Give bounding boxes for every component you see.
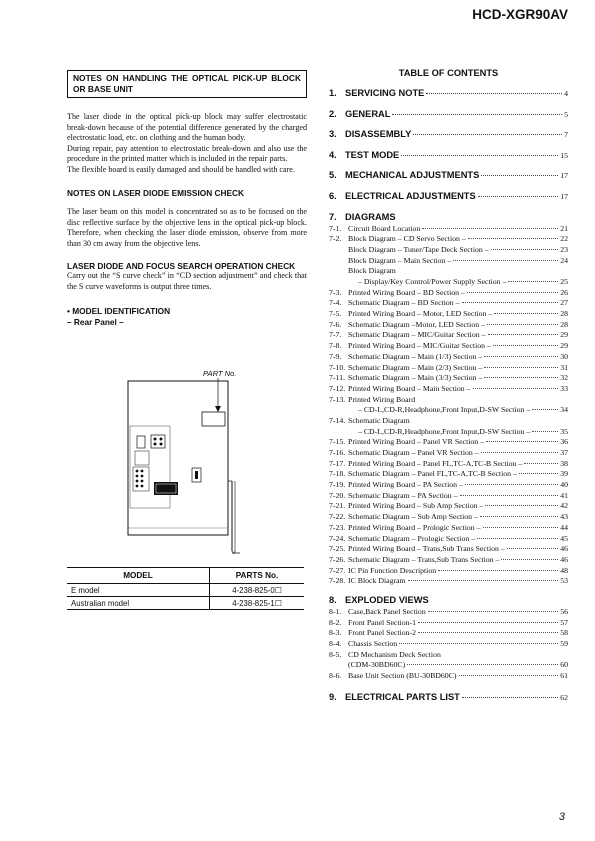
- toc-subsection-number: 7-3.: [329, 287, 342, 297]
- leader-dots: [462, 302, 559, 303]
- note-optical-pickup-paragraph-2: During repair, pay attention to electrostatic break-down and also use the procedure in the printed matter which is included in the repair parts.: [67, 143, 307, 164]
- toc-page-number: 28: [560, 319, 568, 329]
- toc-section-number: 9.: [329, 691, 337, 702]
- rear-panel-outline: [128, 381, 228, 535]
- toc-section-number: 3.: [329, 129, 337, 140]
- toc-subsection-number: 7-25.: [329, 544, 346, 554]
- toc-subsection-entry[interactable]: [329, 256, 568, 267]
- toc-subsection-entry[interactable]: [329, 491, 568, 502]
- leader-dots: [453, 260, 558, 261]
- toc-subsection-label: Front Panel Section-1: [348, 617, 416, 627]
- toc-subsection-number: 7-28.: [329, 576, 346, 586]
- toc-subsection-label: Schematic Diagram: [348, 415, 410, 425]
- toc-page-number: 22: [560, 234, 568, 244]
- toc-page-number: 43: [560, 512, 568, 522]
- toc-subsection-number: 7-13.: [329, 394, 346, 404]
- leader-dots: [422, 228, 558, 229]
- left-column: [67, 70, 307, 328]
- toc-subsection-label: – Display/Key Control/Power Supply Section –: [358, 277, 507, 286]
- toc-subsection-label: Printed Wiring Board – Prologic Section –: [348, 522, 481, 532]
- toc-subsection-number: 7-12.: [329, 383, 346, 393]
- toc-section-entry[interactable]: [329, 191, 568, 212]
- toc-page-number: 27: [560, 298, 568, 308]
- model-cell: Australian model: [67, 597, 210, 610]
- leader-dots: [407, 664, 558, 665]
- toc-section-label: ELECTRICAL ADJUSTMENTS: [345, 190, 476, 201]
- leader-dots: [428, 611, 558, 612]
- toc-subsection-entry[interactable]: [329, 469, 568, 480]
- toc-subsection-label: Printed Wiring Board – Trans,Sub Trans Section –: [348, 544, 505, 554]
- note-optical-pickup-title: NOTES ON HANDLING THE OPTICAL PICK-UP BLOCK OR BASE UNIT: [67, 70, 307, 98]
- toc-page-number: 59: [560, 639, 568, 648]
- toc-subsection-label: Printed Wiring Board – MIC/Guitar Section –: [348, 341, 491, 351]
- toc-subsection-label: Schematic Diagram – Prologic Section –: [348, 533, 476, 543]
- toc-section-entry[interactable]: [329, 150, 568, 171]
- toc-subsection-entry[interactable]: [329, 671, 568, 682]
- table-of-contents: [329, 68, 568, 712]
- toc-subsection-entry[interactable]: [329, 224, 568, 235]
- toc-page-number: 62: [560, 692, 568, 702]
- toc-subsection-label: Base Unit Section (BU-30BD60C): [348, 671, 457, 681]
- toc-subsection-entry[interactable]: [329, 523, 568, 534]
- toc-section-label: DIAGRAMS: [345, 211, 396, 222]
- toc-subsection-number: 8-2.: [329, 617, 342, 627]
- table-header-row: [67, 568, 304, 584]
- toc-section-number: 5.: [329, 170, 337, 181]
- toc-subsection-label: Printed Wiring Board – PA Section –: [348, 480, 463, 490]
- toc-subsection-label: Schematic Diagram – Main (3/3) Section –: [348, 373, 483, 383]
- toc-page-number: 30: [560, 351, 568, 361]
- toc-subsection-number: 7-18.: [329, 469, 346, 479]
- toc-subsection-label: Printed Wiring Board – Main Section –: [348, 383, 471, 393]
- toc-page-number: 36: [560, 437, 568, 447]
- toc-subsection-number: 7-23.: [329, 522, 346, 532]
- leader-dots: [408, 580, 559, 581]
- leader-dots: [401, 155, 558, 156]
- toc-subsection-number: 7-17.: [329, 458, 346, 468]
- leader-dots: [438, 570, 558, 571]
- toc-page-number: 21: [560, 223, 568, 233]
- leader-dots: [418, 632, 558, 633]
- leader-dots: [491, 249, 559, 250]
- toc-subsection-number: 7-8.: [329, 341, 342, 351]
- toc-page-number: 53: [560, 576, 568, 586]
- toc-subsection-entry[interactable]: [329, 352, 568, 363]
- toc-section-number: 7.: [329, 211, 337, 222]
- toc-subsection-entry[interactable]: [329, 288, 568, 299]
- toc-section-diagrams[interactable]: [329, 212, 568, 224]
- toc-subsection-entry[interactable]: [329, 405, 568, 416]
- note-laser-emission-paragraph: The laser beam on this model is concentrated so as to be focused on the disc reflective surface by the objective lens in the optical pick-up block. Therefore, when checking the laser diode emission, observe from more than 30 cm away from the objective lens.: [67, 207, 307, 248]
- toc-subsection-entry[interactable]: [329, 437, 568, 448]
- toc-subsection-number: 8-1.: [329, 606, 342, 616]
- toc-subsection-entry[interactable]: [329, 395, 568, 406]
- toc-subsection-label: Schematic Diagram –Motor, LED Section –: [348, 319, 485, 329]
- toc-subsection-number: 7-19.: [329, 480, 346, 490]
- leader-dots: [399, 643, 558, 644]
- toc-section-entry[interactable]: [329, 88, 568, 109]
- toc-page-number: 5: [564, 109, 568, 119]
- toc-page-number: 33: [560, 383, 568, 393]
- toc-subsection-label: Circuit Board Location: [348, 223, 421, 233]
- toc-subsection-number: 7-21.: [329, 501, 346, 511]
- toc-subsection-label: Schematic Diagram – Main (2/3) Section –: [348, 362, 483, 372]
- toc-subsection-entry[interactable]: [329, 363, 568, 374]
- toc-subsection-number: 7-24.: [329, 533, 346, 543]
- leader-dots: [478, 196, 559, 197]
- toc-subsection-label: Schematic Diagram – Panel VR Section –: [348, 448, 479, 457]
- toc-subsection-number: 8-6.: [329, 671, 342, 681]
- leader-dots: [468, 238, 558, 239]
- toc-section-label: ELECTRICAL PARTS LIST: [345, 691, 460, 702]
- toc-subsection-label: Printed Wiring Board – Panel FL,TC-A,TC-B Section –: [348, 458, 523, 468]
- page-number: 3: [558, 811, 565, 823]
- leader-dots: [473, 388, 559, 389]
- toc-subsection-label: Schematic Diagram – Trans,Sub Trans Section –: [348, 554, 500, 564]
- toc-section-number: 6.: [329, 190, 337, 201]
- toc-page-number: 29: [560, 330, 568, 340]
- leader-dots: [486, 441, 558, 442]
- parts-number-column-header: PARTS No.: [210, 568, 305, 584]
- leader-dots: [467, 292, 558, 293]
- leader-dots: [532, 431, 558, 432]
- toc-subsection-entry[interactable]: [329, 320, 568, 331]
- toc-section-electrical-parts-list[interactable]: [329, 692, 568, 713]
- toc-subsection-entry[interactable]: [329, 448, 568, 459]
- leader-dots: [465, 484, 558, 485]
- toc-subsection-entry[interactable]: [329, 330, 568, 341]
- toc-section-label: EXPLODED VIEWS: [345, 594, 429, 605]
- toc-subsection-number: 7-4.: [329, 298, 342, 308]
- toc-subsection-label: Block Diagram: [348, 266, 396, 276]
- toc-subsection-label: Schematic Diagram – BD Section –: [348, 298, 460, 308]
- leader-dots: [488, 334, 559, 335]
- toc-subsection-number: 7-27.: [329, 565, 346, 575]
- toc-page-number: 56: [560, 606, 568, 616]
- note-laser-emission-title: NOTES ON LASER DIODE EMISSION CHECK: [67, 187, 245, 198]
- toc-page-number: 29: [560, 341, 568, 351]
- leader-dots: [519, 473, 558, 474]
- leader-dots: [532, 409, 558, 410]
- toc-subsection-number: 7-10.: [329, 362, 346, 372]
- toc-section-entry[interactable]: [329, 109, 568, 130]
- toc-subsection-entry[interactable]: [329, 512, 568, 523]
- toc-page-number: 42: [560, 501, 568, 511]
- toc-subsection-label: IC Block Diagram: [348, 576, 406, 586]
- parts-number-cell: 4-238-825-1☐: [210, 597, 305, 610]
- note-optical-pickup-paragraph-3: The flexible board is easily damaged and should be handled with care.: [67, 164, 295, 174]
- toc-subsection-entry[interactable]: [329, 618, 568, 629]
- toc-subsection-entry[interactable]: [329, 628, 568, 639]
- toc-subsection-label: – CD-L,CD-R,Headphone,Front Input,D-SW Section –: [358, 405, 531, 415]
- model-number-header: HCD-XGR90AV: [472, 7, 568, 22]
- toc-section-label: SERVICING NOTE: [345, 88, 425, 98]
- leader-dots: [477, 538, 558, 539]
- part-number-label-area: [202, 412, 225, 426]
- rear-panel-subtitle: – Rear Panel –: [67, 316, 124, 327]
- leader-dots: [484, 377, 558, 378]
- model-parts-table: [67, 567, 304, 610]
- leader-dots: [483, 527, 559, 528]
- model-column-header: MODEL: [67, 568, 210, 584]
- toc-page-number: 37: [560, 448, 568, 457]
- toc-subsection-number: 8-5.: [329, 649, 342, 659]
- toc-subsection-label: Front Panel Section-2: [348, 628, 416, 638]
- leader-dots: [392, 114, 562, 115]
- toc-subsection-label: Block Diagram – Main Section –: [348, 255, 452, 265]
- toc-subsection-entry[interactable]: [329, 607, 568, 618]
- toc-subsection-number: 7-16.: [329, 448, 346, 457]
- toc-subsection-label: Case,Back Panel Section: [348, 606, 426, 616]
- toc-page-number: 45: [560, 533, 568, 543]
- toc-subsection-label: CD Mechanism Deck Section: [348, 649, 441, 659]
- toc-page-number: 28: [560, 309, 568, 319]
- leader-dots: [480, 516, 558, 517]
- toc-section-label: MECHANICAL ADJUSTMENTS: [345, 170, 480, 181]
- toc-subsection-entry[interactable]: [329, 309, 568, 320]
- toc-subsection-label: Block Diagram – CD Servo Section –: [348, 234, 466, 244]
- toc-subsection-entry[interactable]: [329, 416, 568, 427]
- toc-subsection-label: Block Diagram – Tuner/Tape Deck Section –: [348, 244, 489, 254]
- toc-subsection-label: Printed Wiring Board – Sub Amp Section –: [348, 501, 484, 511]
- toc-subsection-entry[interactable]: [329, 480, 568, 491]
- toc-page-number: 25: [560, 277, 568, 286]
- toc-section-number: 1.: [329, 88, 337, 98]
- leader-dots: [484, 356, 558, 357]
- toc-subsection-entry[interactable]: [329, 427, 568, 438]
- toc-subsection-number: 7-9.: [329, 351, 342, 361]
- toc-subsection-number: 7-20.: [329, 490, 346, 500]
- toc-page-number: 23: [560, 244, 568, 254]
- toc-subsection-number: 7-5.: [329, 309, 342, 319]
- toc-page-number: 48: [560, 565, 568, 575]
- toc-subsection-entry[interactable]: [329, 576, 568, 587]
- leader-dots: [413, 134, 562, 135]
- toc-page-number: 4: [564, 89, 568, 98]
- toc-section-number: 8.: [329, 594, 337, 605]
- toc-section-label: TEST MODE: [345, 149, 400, 160]
- toc-subsection-entry[interactable]: [329, 341, 568, 352]
- toc-section-entry[interactable]: [329, 170, 568, 191]
- toc-subsection-label: Schematic Diagram – Main (1/3) Section –: [348, 351, 483, 361]
- leader-dots: [481, 175, 558, 176]
- leader-dots: [485, 505, 558, 506]
- toc-page-number: 26: [560, 287, 568, 297]
- leader-dots: [501, 559, 558, 560]
- table-row: [67, 584, 304, 597]
- toc-page-number: 60: [560, 660, 568, 670]
- leader-dots: [462, 697, 558, 698]
- leader-dots: [460, 495, 559, 496]
- toc-subsection-entry[interactable]: [329, 544, 568, 555]
- leader-dots: [426, 93, 562, 94]
- toc-page-number: 15: [560, 150, 568, 160]
- toc-subsection-entry[interactable]: [329, 245, 568, 256]
- toc-subsection-label: Schematic Diagram – PA Section –: [348, 490, 458, 500]
- model-identification-title: • MODEL IDENTIFICATION: [67, 306, 171, 317]
- toc-section-label: GENERAL: [345, 108, 391, 119]
- toc-subsection-entry[interactable]: [329, 566, 568, 577]
- toc-subsection-entry[interactable]: [329, 298, 568, 309]
- toc-subsection-number: 7-14.: [329, 415, 346, 425]
- note-optical-pickup-paragraph-1: The laser diode in the optical pick-up block may suffer electrostatic break-down because of the potential difference generated by the charged electrostatic load, etc. on clothing and the human body.: [67, 112, 307, 143]
- leader-dots: [487, 324, 558, 325]
- toc-subsection-number: 7-22.: [329, 512, 346, 522]
- toc-subsection-number: 7-7.: [329, 330, 342, 340]
- toc-subsection-label: Printed Wiring Board – BD Section –: [348, 287, 465, 297]
- toc-subsection-entry[interactable]: [329, 639, 568, 650]
- toc-section-number: 2.: [329, 108, 337, 119]
- leader-dots: [481, 452, 559, 453]
- table-row: [67, 597, 304, 610]
- toc-page-number: 40: [560, 480, 568, 490]
- toc-subsection-label: (CDM-30BD60C): [348, 660, 406, 670]
- leader-dots: [418, 622, 558, 623]
- rear-panel-illustration: [118, 376, 243, 566]
- toc-page-number: 61: [560, 671, 568, 681]
- toc-subsection-entry[interactable]: [329, 501, 568, 512]
- leader-dots: [493, 345, 558, 346]
- leader-dots: [484, 367, 558, 368]
- toc-page-number: 24: [560, 255, 568, 265]
- toc-subsection-entry[interactable]: [329, 384, 568, 395]
- leader-dots: [508, 281, 558, 282]
- note-focus-search-title: LASER DIODE AND FOCUS SEARCH OPERATION CHECK: [67, 260, 296, 271]
- toc-section-label: DISASSEMBLY: [345, 129, 412, 140]
- toc-page-number: 7: [564, 130, 568, 140]
- toc-page-number: 17: [560, 171, 568, 181]
- toc-subsection-label: Printed Wiring Board – Panel VR Section –: [348, 437, 485, 447]
- toc-subsection-number: 7-2.: [329, 234, 342, 244]
- toc-subsection-number: 8-3.: [329, 628, 342, 638]
- toc-section-exploded-views[interactable]: [329, 595, 568, 607]
- toc-subsection-entry[interactable]: [329, 459, 568, 470]
- leader-dots: [494, 313, 558, 314]
- toc-page-number: 41: [560, 490, 568, 500]
- toc-subsection-number: 7-26.: [329, 554, 346, 564]
- toc-subsection-entry[interactable]: [329, 660, 568, 671]
- toc-page-number: 34: [560, 405, 568, 415]
- note-focus-search-paragraph: Carry out the “S curve check” in “CD section adjustment” and check that the S curve waveforms is output three times.: [67, 271, 307, 291]
- toc-page-number: 39: [560, 469, 568, 479]
- toc-page-number: 58: [560, 628, 568, 638]
- model-cell: E model: [67, 584, 210, 597]
- part-number-label: PART No.: [203, 369, 237, 378]
- leader-dots: [524, 463, 558, 464]
- toc-subsection-entry[interactable]: [329, 534, 568, 545]
- toc-subsection-entry[interactable]: [329, 373, 568, 384]
- toc-section-number: 4.: [329, 149, 337, 160]
- toc-page-number: 17: [560, 191, 568, 201]
- toc-subsection-entry[interactable]: [329, 277, 568, 288]
- toc-page-number: 38: [560, 458, 568, 468]
- toc-title: TABLE OF CONTENTS: [398, 68, 499, 78]
- toc-page-number: 46: [560, 554, 568, 564]
- toc-page-number: 31: [560, 362, 568, 372]
- toc-subsection-number: 7-1.: [329, 223, 342, 233]
- leader-dots: [459, 675, 559, 676]
- toc-subsection-number: 7-11.: [329, 373, 345, 383]
- toc-subsection-entry[interactable]: [329, 234, 568, 245]
- toc-subsection-label: Printed Wiring Board: [348, 394, 416, 404]
- toc-subsection-number: 8-4.: [329, 639, 342, 648]
- toc-subsection-entry[interactable]: [329, 266, 568, 277]
- leader-dots: [507, 548, 558, 549]
- parts-number-cell: 4-238-825-0☐: [210, 584, 305, 597]
- toc-subsection-label: IC Pin Function Description: [348, 565, 437, 575]
- toc-subsection-label: Printed Wiring Board – Motor, LED Section –: [348, 309, 493, 319]
- toc-subsection-number: 7-15.: [329, 437, 346, 447]
- toc-subsection-entry[interactable]: [329, 650, 568, 661]
- toc-subsection-number: 7-6.: [329, 319, 342, 329]
- toc-subsection-entry[interactable]: [329, 555, 568, 566]
- toc-page-number: 32: [560, 373, 568, 383]
- toc-subsection-label: Chassis Section: [348, 639, 398, 648]
- toc-page-number: 44: [560, 522, 568, 532]
- toc-subsection-label: Schematic Diagram – Panel FL,TC-A,TC-B Section –: [348, 469, 517, 479]
- toc-subsection-label: Schematic Diagram – Sub Amp Section –: [348, 512, 478, 522]
- toc-page-number: 35: [560, 426, 568, 436]
- toc-subsection-label: – CD-L,CD-R,Headphone,Front Input,D-SW Section –: [358, 426, 531, 436]
- toc-section-entry[interactable]: [329, 129, 568, 150]
- toc-page-number: 57: [560, 617, 568, 627]
- toc-page-number: 46: [560, 544, 568, 554]
- toc-subsection-label: Schematic Diagram – MIC/Guitar Section –: [348, 330, 486, 340]
